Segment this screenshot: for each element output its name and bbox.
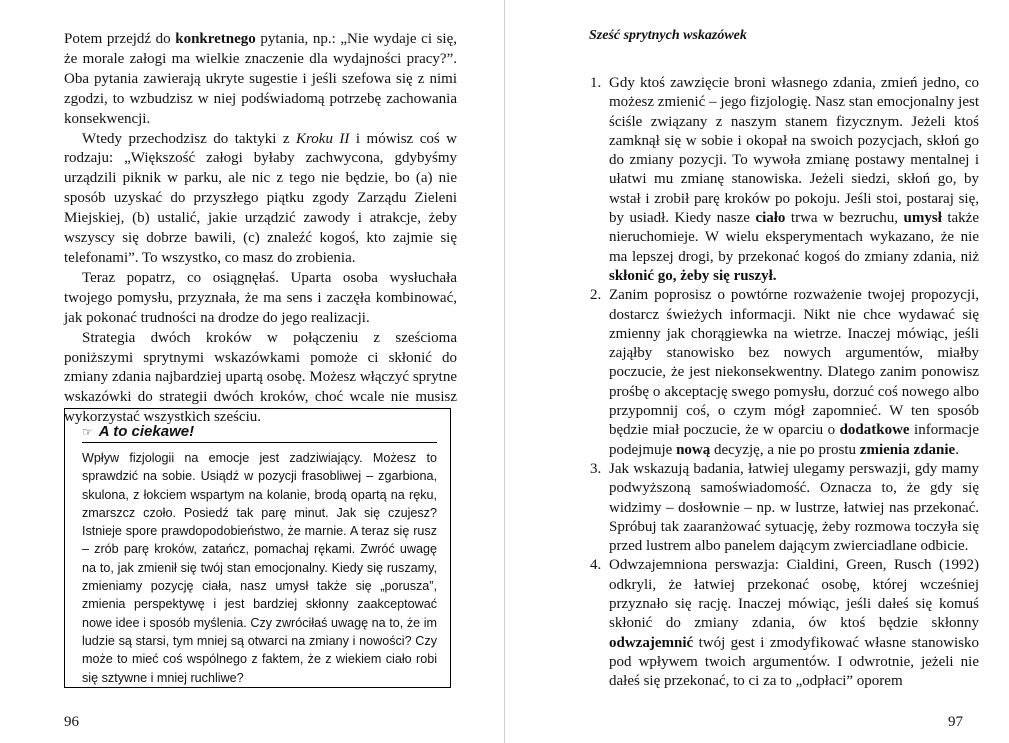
bold-text: nową: [676, 441, 711, 458]
left-body-text: [64, 30, 457, 428]
paragraph: Strategia dwóch kroków w połączeniu z sześcioma poniższymi sprytnymi wskazówkami pomoże ci skłonić do zmiany zdania najbardziej upartą osobę. Możesz włączyć sprytne wskazówki do strategii dwóch kroków, choć wcale nie musisz wykorzystać wszystkich sześciu.: [64, 329, 457, 426]
bold-text: umysł: [903, 210, 942, 227]
list-item-number: 1.: [590, 75, 602, 91]
paragraph: Wtedy przechodzisz do taktyki z Kroku II i mówisz coś w rodzaju: „Większość załogi byłaby zachwycona, gdybyśmy urządzili piknik w parku, ale nic z tego nie będzie, bo (a) nie sposób uzyskać do przyszłego piątku zgody Zarządu Zieleni Miejskiej, (b) ustalić, jakie urządzić zawody i atrakcje, żeby wszyscy się dobrze bawili, (c) znaleźć kogoś, kto zajmie się telefonami”. To wszystko, co masz do zrobienia.: [64, 130, 457, 266]
list-item-number: 2.: [590, 287, 602, 304]
bold-text: skłonić go, żeby się ruszył.: [609, 267, 777, 284]
bold-text: konkretnego: [175, 31, 256, 47]
bold-text: ciało: [755, 210, 786, 227]
page-number-left: 96: [64, 714, 79, 730]
list-item-text: Jak wskazują badania, łatwiej ulegamy perswazji, gdy mamy podwyższoną samoświadomość. Oznacza to, że gdy się widzimy – dosłownie – np. w lustrze, łatwiej nas przekonać. Spróbuj tak zaaranżować sytuację, żeby rozmowa toczyła się przed lustrem albo panelem dającym zwierciadlane odbicie.: [609, 460, 979, 555]
section-heading: Sześć sprytnych wskazówek: [589, 28, 747, 43]
list-item-text: Zanim poprosisz o powtórne rozważenie twojej propozycji, dostarcz świeżych informacji. Nikt nie chce wydawać się zmienny jak chorągiewka na wietrze. Inaczej mówiąc, jeśli zająłby stanowisko bez nowych argumentów, miałby poczucie, że jest niekonsekwentny. Dlatego zanim ponowisz prośbę o akceptację swego pomysłu, dorzuć coś nowego albo przypomnij coś, o czym mógł zapomnieć. W ten sposób będzie miał poczucie, że w oparciu o dodatkowe informacje podejmuje nową decyzję, a nie po prostu zmienia zdanie.: [609, 287, 980, 458]
list-item-number: 4.: [590, 557, 602, 574]
info-box-text: Wpływ fizjologii na emocje jest zadziwiający. Możesz to sprawdzić na sobie. Usiądź w pozycji frasobliwej – zgarbiona, skulona, z łokciem wspartym na kolanie, brodą opartą na ręku, zmarszcz czoło. Posiedź tak parę minut. Jak się czujesz? Istnieje spore prawdopodobieństwo, że marnie. A teraz się rusz – zrób parę kroków, zatańcz, pomachaj rękami. Zwróć uwagę na to, jak zmienił się twój stan emocjonalny. Kiedy się ruszamy, zmieniamy pozycję ciała, nasz umysł także się „porusza”, zmienia perspektywę i jest bardziej skłonny zaakceptować nowe idee i sposób myślenia. Czy zwróciłaś uwagę na to, że im ludzie są starsi, tym mniej są otwarci na zmiany i nowości? Czy może to mieć coś wspólnego z faktem, że z wiekiem ciało robi się sztywne i mniej ruchliwe?: [82, 451, 437, 685]
list-item: [590, 556, 979, 691]
info-box: [64, 408, 451, 688]
bold-text: zmienia zdanie: [859, 441, 956, 458]
info-box-rule: [82, 442, 437, 443]
page-number-right: 97: [948, 714, 963, 730]
paragraph: Teraz popatrz, co osiągnęłaś. Uparta osoba wysłuchała twojego pomysłu, przyznała, że ma sens i zaczęła kombinować, jak pokonać trudności na drodze do jego realizacji.: [64, 269, 457, 326]
list-item: [590, 286, 979, 460]
bold-text: odwzajemnić: [609, 634, 694, 651]
pointing-hand-icon: ☞: [82, 425, 93, 439]
list-item: [590, 460, 979, 556]
paragraph: Potem przejdź do konkretnego pytania, np.: „Nie wydaje ci się, że morale załogi ma wielkie znaczenie dla wydajności pracy?”. Oba pytania zawierają ukryte sugestie i jeśli szefowa się z nimi zgodzi, to wzbudzisz w niej podświadomą potrzebę zachowania konsekwencji.: [64, 31, 457, 127]
italic-text: Kroku II: [296, 130, 350, 147]
bold-text: dodatkowe: [839, 422, 910, 439]
info-box-title: [82, 423, 194, 440]
tips-list: [590, 74, 979, 692]
list-item: [590, 74, 979, 286]
list-item-text: Gdy ktoś zawzięcie broni własnego zdania, zmień jedno, co możesz zmienić – jego fizjologię. Nasz stan emocjonalny jest ściśle związany z naszym stanem fizycznym. Jeżeli ktoś zamknął się w sobie i okopał na swoich pozycjach, skłoń go do zmiany pozycji. To wywoła zmianę postawy mentalnej i ułatwi mu zmianę stanowiska. Jeżeli siedzi, skłoń go, by wstał i zrobił parę kroków po pokoju. Jeśli stoi, postaraj się, by usiadł. Kiedy nasze ciało trwa w bezruchu, umysł także nieruchomieje. W wielu eksperymentach wykazano, że nie ma lepszej drogi, by przekonać kogoś do zmiany zdania, niż skłonić go, żeby się ruszył.: [609, 75, 979, 284]
list-item-text: Odwzajemniona perswazja: Cialdini, Green, Rusch (1992) odkryli, że łatwiej przekonać osobę, której wcześniej przyznało się rację. Inaczej mówiąc, jeśli dałeś się komuś skłonić do zmiany zdania, ów ktoś będzie skłonny odwzajemnić twój gest i zmodyfikować własne stanowisko pod wpływem twoich argumentów. I odwrotnie, jeżeli nie dałeś się przekonać, to ci za to „odpłaci” oporem: [609, 557, 979, 690]
list-item-number: 3.: [590, 460, 602, 477]
right-page: [505, 0, 1009, 743]
info-box-title-text: A to ciekawe!: [98, 423, 195, 440]
